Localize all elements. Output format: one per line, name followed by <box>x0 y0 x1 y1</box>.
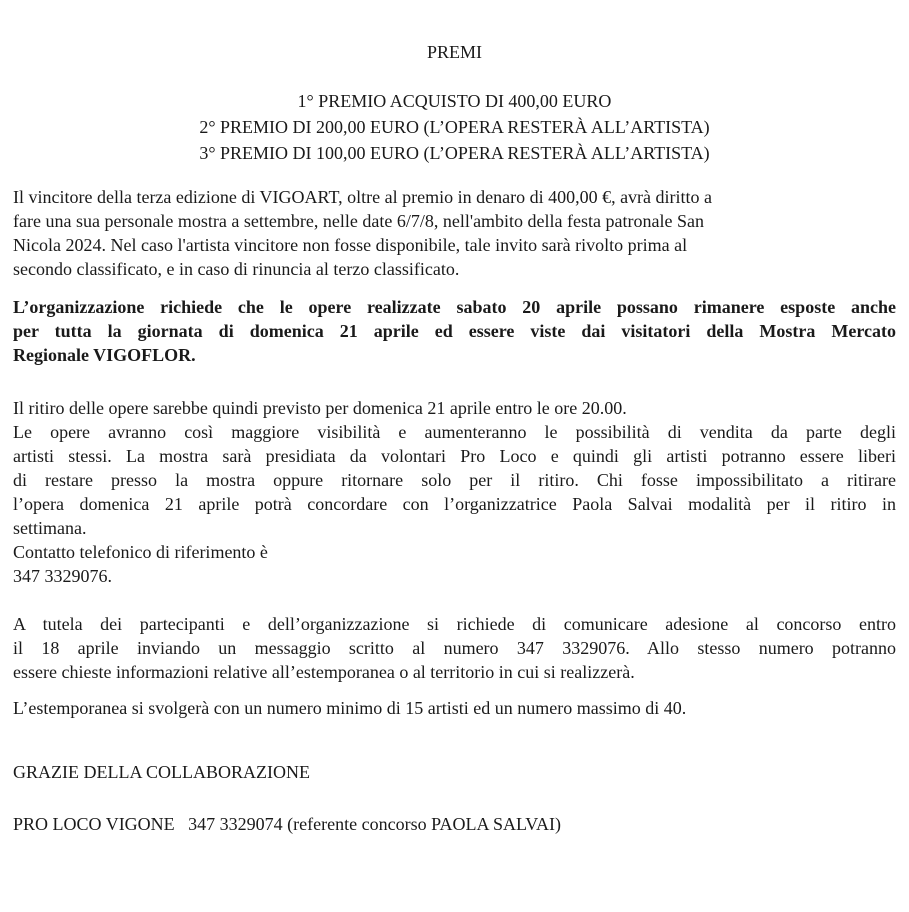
text-line: Il vincitore della terza edizione di VIGOART, oltre al premio in denaro di 400,00 €, avrà diritto a <box>13 187 713 207</box>
prize-third: 3° PREMIO DI 100,00 EURO (L’OPERA RESTERÀ ALL’ARTISTA) <box>199 143 710 163</box>
contact-phone: 347 3329076. <box>13 566 112 586</box>
document-page <box>13 40 896 836</box>
prize-second: 2° PREMIO DI 200,00 EURO (L’OPERA RESTERÀ ALL’ARTISTA) <box>199 117 710 137</box>
text-line: di restare presso la mostra oppure ritornare solo per il ritiro. Chi fosse impossibilitato a ritirare <box>13 470 896 490</box>
text-line: Il ritiro delle opere sarebbe quindi previsto per domenica 21 aprile entro le ore 20.00. <box>13 398 627 418</box>
withdrawal-paragraph <box>13 396 896 588</box>
prize-list <box>13 88 896 166</box>
page-title: PREMI <box>426 42 482 62</box>
registration-paragraph <box>13 612 896 684</box>
text-line: essere chieste informazioni relative all’estemporanea o al territorio in cui si realizzerà. <box>13 662 635 682</box>
contact-label: Contatto telefonico di riferimento è <box>13 542 268 562</box>
text-line: Le opere avranno così maggiore visibilità e aumenteranno le possibilità di vendita da parte degli <box>13 422 896 442</box>
artists-paragraph <box>13 696 896 720</box>
text-line: il 18 aprile inviando un messaggio scritto al numero 347 3329076. Allo stesso numero potranno <box>13 638 896 658</box>
text-line: l’opera domenica 21 aprile potrà concordare con l’organizzatrice Paola Salvai modalità per il ritiro in <box>13 494 896 514</box>
text-line: Nicola 2024. Nel caso l'artista vincitore non fosse disponibile, tale invito sarà rivolto prima al <box>13 235 688 255</box>
winner-paragraph <box>13 185 896 281</box>
organization-paragraph <box>13 295 896 367</box>
text-line: settimana. <box>13 518 87 538</box>
prize-first: 1° PREMIO ACQUISTO DI 400,00 EURO <box>297 91 612 111</box>
text-line: Regionale VIGOFLOR. <box>13 345 196 365</box>
thanks-line <box>13 760 896 784</box>
text-line: L’estemporanea si svolgerà con un numero minimo di 15 artisti ed un numero massimo di 40. <box>13 698 687 718</box>
text-line: artisti stessi. La mostra sarà presidiata da volontari Pro Loco e quindi gli artisti potranno essere liberi <box>13 446 896 466</box>
footer-text: PRO LOCO VIGONE 347 3329074 (referente concorso PAOLA SALVAI) <box>13 814 561 834</box>
text-line: fare una sua personale mostra a settembre, nelle date 6/7/8, nell'ambito della festa patronale San <box>13 211 704 231</box>
text-line: secondo classificato, e in caso di rinuncia al terzo classificato. <box>13 259 460 279</box>
text-line: per tutta la giornata di domenica 21 aprile ed essere viste dai visitatori della Mostra Mercato <box>13 321 896 341</box>
text-line: A tutela dei partecipanti e dell’organizzazione si richiede di comunicare adesione al concorso entro <box>13 614 896 634</box>
thanks-text: GRAZIE DELLA COLLABORAZIONE <box>13 762 310 782</box>
text-line: L’organizzazione richiede che le opere realizzate sabato 20 aprile possano rimanere esposte anche <box>13 297 896 317</box>
footer-signature <box>13 812 896 836</box>
